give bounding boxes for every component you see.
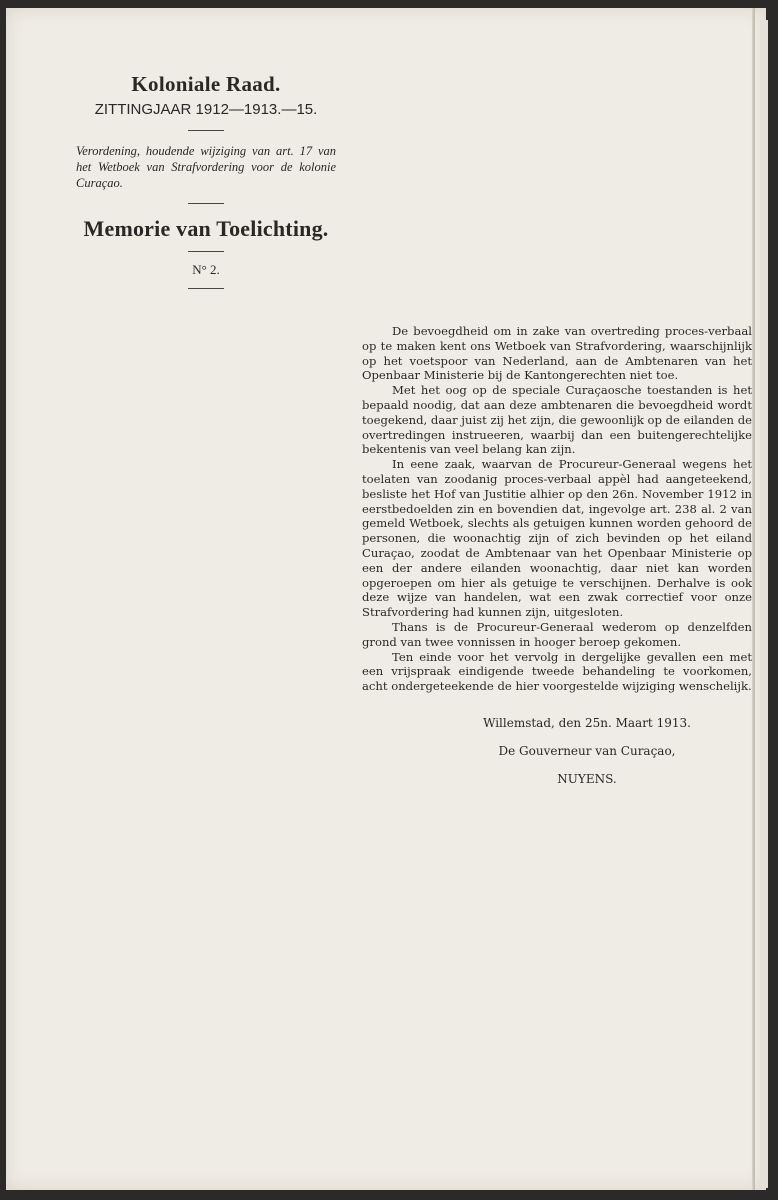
ordinance-subject: Verordening, houdende wijziging van art. 17 van het Wetboek van Strafvordering voor de kolonie Curaçao.	[76, 144, 336, 190]
paragraph: Ten einde voor het vervolg in dergelijke gevallen een met een vrijspraak eindigende tweede behandeling te voorkomen, acht ondergeteekende de hier voorgestelde wijziging wenschelijk.	[362, 649, 752, 694]
paragraph: Met het oog op de speciale Curaçaosche toestanden is het bepaald noodig, dat aan deze ambtenaren die bevoegdheid wordt toegekend, daar juist zij het zijn, die gewoonlijk op de eilanden de overtredingen instrueeren, waarbij dan een buitengerechtelijke bekentenis van veel belang kan zijn.	[362, 383, 752, 457]
signatory-role: De Gouverneur van Curaçao,	[498, 744, 676, 758]
document-number: N° 2.	[192, 262, 220, 277]
divider	[188, 251, 224, 252]
signatory-name: NUYENS.	[557, 772, 617, 786]
divider	[188, 203, 224, 204]
document-title: Memorie van Toelichting.	[83, 216, 329, 241]
document-header	[70, 72, 342, 299]
page-edge	[760, 20, 768, 1188]
place-date: Willemstad, den 25n. Maart 1913.	[483, 716, 691, 730]
divider	[188, 130, 224, 131]
paragraph: In eene zaak, waarvan de Procureur-Generaal wegens het toelaten van zoodanig proces-verbaal appèl had aangeteekend, besliste het Hof van Justitie alhier op den 26n. November 1912 in eerstbedoelden zin en bovendien dat, ingevolge art. 238 al. 2 van gemeld Wetboek, slechts als getuigen kunnen worden gehoord de personen, die woonachtig zijn of zich bevinden op het eiland Curaçao, zoodat de Ambtenaar van het Openbaar Ministerie op een der andere eilanden woonachtig, daar niet kan worden opgeroepen om hier als getuige te verschijnen. Derhalve is ook deze wijze van handelen, wat een zwak correctief voor onze Strafvordering had kunnen zijn, uitgesloten.	[362, 457, 752, 620]
paragraph: De bevoegdheid om in zake van overtreding proces-verbaal op te maken kent ons Wetboek van Strafvordering, waarschijnlijk op het voetspoor van Nederland, aan de Ambtenaren van het Openbaar Ministerie bij de Kantongerechten niet toe.	[362, 324, 752, 383]
council-title: Koloniale Raad.	[131, 72, 281, 96]
divider	[188, 288, 224, 289]
paragraph: Thans is de Procureur-Generaal wederom op denzelfden grond van twee vonnissen in hooger beroep gekomen.	[362, 619, 752, 649]
session-year: ZITTINGJAAR 1912—1913.—15.	[94, 101, 318, 118]
page-fold	[752, 8, 755, 1190]
explanatory-text	[362, 324, 752, 694]
